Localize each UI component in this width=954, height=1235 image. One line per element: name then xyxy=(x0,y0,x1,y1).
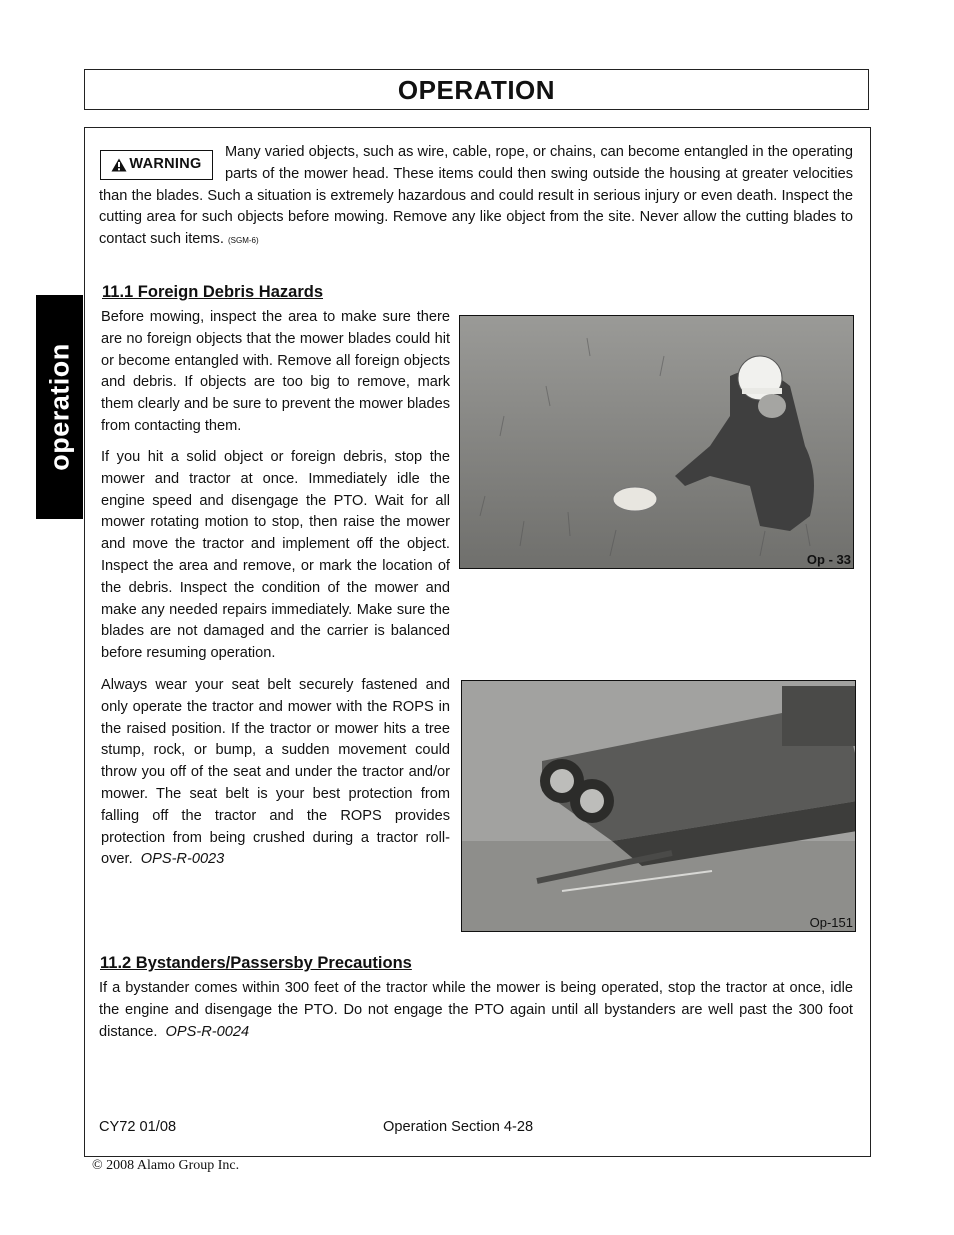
paragraph-seat-belt xyxy=(101,675,450,871)
paragraph-hit-object: If you hit a solid object or foreign debris, stop the mower and tractor at once. Immediately idle the engine speed and disengage the PTO. Wait for all mower rotating motion to stop, then raise the mower and move the tractor and implement off the object. Inspect the area and remove, or mark the location of the debris. Inspect the condition of the mower and make any needed repairs immediately. Make sure the blades are not damaged and the carrier is balanced before resuming operation. xyxy=(101,449,450,662)
side-tab-label: operation xyxy=(44,343,74,471)
section-heading-bystanders: 11.2 Bystanders/Passersby Precautions xyxy=(100,954,412,972)
seat-belt-text: Always wear your seat belt securely fastened and only operate the tractor and mower with the ROPS in the raised position. If the tractor or mower hits a tree stump, rock, or bump, a sudden movement could throw you off of the seat and under the tractor and/or mower. The seat belt is your best protection from falling off the tractor and the ROPS provides protection from being crushed during a tractor roll-over. xyxy=(101,677,450,868)
bystanders-ref: OPS-R-0024 xyxy=(165,1023,250,1040)
warning-text: Many varied objects, such as wire, cable, rope, or chains, can become entangled in the operating parts of the mower head. These items could then swing outside the housing at greater velocities than the blades. Such a situation is extremely hazardous and could result in serious injury or even death. Inspect the cutting area for such objects before mowing. Remove any like object from the site. Never allow the cutting blades to contact such items. xyxy=(99,144,853,248)
warning-badge xyxy=(100,150,213,180)
footer-copyright: © 2008 Alamo Group Inc. xyxy=(92,1158,240,1173)
warning-badge-label: WARNING xyxy=(129,156,202,173)
photo-label-op151: Op-151 xyxy=(809,915,853,930)
page-header xyxy=(84,69,869,110)
grass-field-image xyxy=(460,316,854,569)
section-heading-foreign-debris: 11.1 Foreign Debris Hazards xyxy=(102,283,324,301)
warning-triangle-icon xyxy=(111,158,127,172)
section-side-tab xyxy=(36,295,83,519)
seat-belt-ref: OPS-R-0023 xyxy=(140,851,225,868)
warning-code: (SGM-6) xyxy=(227,236,259,246)
bystanders-text: If a bystander comes within 300 feet of the tractor while the mower is being operated, stop the tractor at once, idle the engine and disengage the PTO. Do not engage the PTO again until all bystanders are well past the 300 foot distance. xyxy=(99,980,853,1040)
photo-label-op33: Op - 33 xyxy=(806,552,851,567)
footer-doc-code: CY72 01/08 xyxy=(99,1119,177,1135)
photo-worker-inspecting-debris xyxy=(459,315,854,569)
footer-section-page: Operation Section 4-28 xyxy=(383,1119,534,1135)
paragraph-inspect-area: Before mowing, inspect the area to make sure there are no foreign objects that the mower blades could hit or become entangled with. Remove all foreign objects and debris. If objects are too big to remove, mark them clearly and be sure to prevent the mower blades from contacting them. xyxy=(101,309,450,434)
mower-image xyxy=(462,681,856,932)
page-title: OPERATION xyxy=(397,75,556,105)
photo-raised-mower xyxy=(461,680,856,932)
paragraph-bystanders xyxy=(99,978,853,1043)
warning-block xyxy=(99,142,853,252)
